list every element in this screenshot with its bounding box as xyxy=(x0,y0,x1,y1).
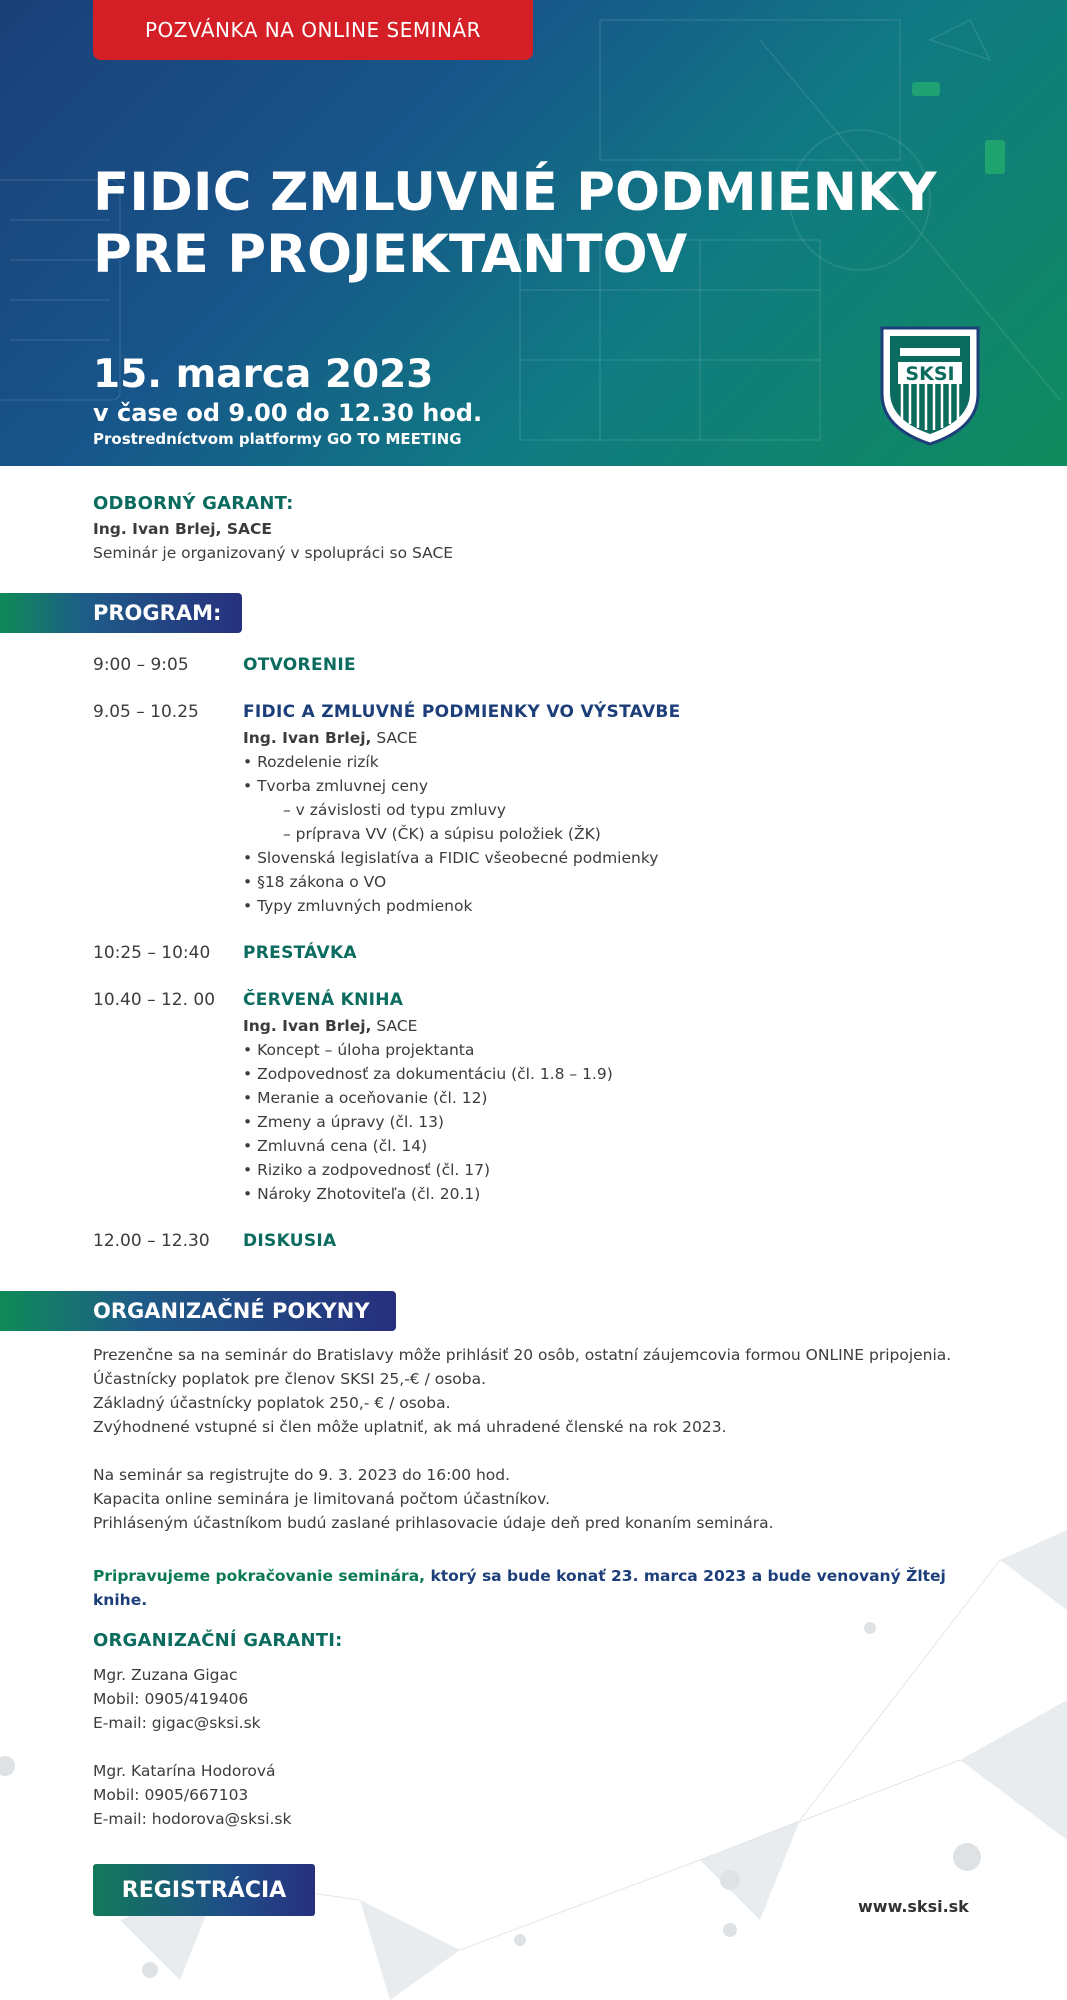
contact-email[interactable]: E-mail: hodorova@sksi.sk xyxy=(93,1810,292,1828)
program-title: PRESTÁVKA xyxy=(243,943,357,963)
event-date: 15. marca 2023 xyxy=(93,352,434,397)
event-platform: Prostredníctvom platformy GO TO MEETING xyxy=(93,430,462,448)
list-item: • Tvorba zmluvnej ceny xyxy=(243,777,429,795)
text-line: Základný účastnícky poplatok 250,- € / osoba. xyxy=(93,1394,451,1412)
garant-note: Seminár je organizovaný v spolupráci so SACE xyxy=(93,544,454,562)
list-item: • Zmluvná cena (čl. 14) xyxy=(243,1137,428,1155)
contact-email[interactable]: E-mail: gigac@sksi.sk xyxy=(93,1714,261,1732)
contact-mobile: Mobil: 0905/419406 xyxy=(93,1690,249,1708)
list-item: • Nároky Zhotoviteľa (čl. 20.1) xyxy=(243,1185,481,1203)
list-item: • §18 zákona o VO xyxy=(243,873,387,891)
program-heading: PROGRAM: xyxy=(93,601,222,625)
list-item: • Rozdelenie rizík xyxy=(243,753,379,771)
program-title: FIDIC A ZMLUVNÉ PODMIENKY VO VÝSTAVBE xyxy=(243,702,681,722)
text-line: Prezenčne sa na seminár do Bratislavy môže prihlásiť 20 osôb, ostatní záujemcovia formou ONLINE pripojenia. xyxy=(93,1346,952,1364)
list-item: • Typy zmluvných podmienok xyxy=(243,897,473,915)
list-item: • Riziko a zodpovednosť (čl. 17) xyxy=(243,1161,491,1179)
program-time: 9.05 – 10.25 xyxy=(93,702,199,722)
text-line: Prihláseným účastníkom budú zaslané prihlasovacie údaje deň pred konaním seminára. xyxy=(93,1514,774,1532)
title-line-2: PRE PROJEKTANTOV xyxy=(93,224,688,285)
logo-text: SKSI xyxy=(905,363,955,385)
program-details xyxy=(243,726,658,918)
text-line: Účastnícky poplatok pre členov SKSI 25,-€ / osoba. xyxy=(93,1370,487,1388)
program-time: 10:25 – 10:40 xyxy=(93,943,211,963)
text-line: Na seminár sa registrujte do 9. 3. 2023 do 16:00 hod. xyxy=(93,1466,511,1484)
program-title: ČERVENÁ KNIHA xyxy=(243,990,404,1010)
program-time: 10.40 – 12. 00 xyxy=(93,990,216,1010)
registration-button[interactable]: REGISTRÁCIA xyxy=(93,1864,315,1916)
list-item: • Meranie a oceňovanie (čl. 12) xyxy=(243,1089,488,1107)
text-line: Kapacita online seminára je limitovaná počtom účastníkov. xyxy=(93,1490,551,1508)
pokyny-paragraph-1 xyxy=(93,1343,951,1439)
program-details xyxy=(243,1014,613,1206)
speaker: Ing. Ivan Brlej, SACE xyxy=(243,1017,418,1035)
continuation-note: Pripravujeme pokračovanie seminára, ktorý sa bude konať 23. marca 2023 a bude venovaný Žltej knihe. xyxy=(93,1567,946,1609)
list-item: – príprava VV (ČK) a súpisu položiek (ŽK) xyxy=(283,825,601,843)
text-line: Zvýhodnené vstupné si člen môže uplatniť, ak má uhradené členské na rok 2023. xyxy=(93,1418,727,1436)
program-time: 12.00 – 12.30 xyxy=(93,1231,210,1251)
list-item: – v závislosti od typu zmluvy xyxy=(283,801,506,819)
network-decoration xyxy=(0,1500,1067,2000)
list-item: • Zmeny a úpravy (čl. 13) xyxy=(243,1113,444,1131)
title-line-1: FIDIC ZMLUVNÉ PODMIENKY xyxy=(93,162,937,223)
sksi-logo-icon xyxy=(878,324,982,446)
header-banner xyxy=(0,0,1067,466)
contact-name: Mgr. Katarína Hodorová xyxy=(93,1762,276,1780)
program-time: 9:00 – 9:05 xyxy=(93,655,189,675)
speaker: Ing. Ivan Brlej, SACE xyxy=(243,729,418,747)
program-title: OTVORENIE xyxy=(243,655,356,675)
contact-name: Mgr. Zuzana Gigac xyxy=(93,1666,238,1684)
page-title xyxy=(93,162,993,286)
list-item: • Koncept – úloha projektanta xyxy=(243,1041,475,1059)
pokyny-band xyxy=(0,1291,396,1331)
list-item: • Zodpovednosť za dokumentáciu (čl. 1.8 – 1.9) xyxy=(243,1065,613,1083)
list-item: • Slovenská legislatíva a FIDIC všeobecné podmienky xyxy=(243,849,659,867)
garanti-heading: ORGANIZAČNÍ GARANTI: xyxy=(93,1630,343,1651)
garant-name: Ing. Ivan Brlej, SACE xyxy=(93,520,272,538)
program-band xyxy=(0,593,242,633)
website-link[interactable]: www.sksi.sk xyxy=(858,1897,969,1916)
pokyny-heading: ORGANIZAČNÉ POKYNY xyxy=(93,1299,370,1323)
program-title: DISKUSIA xyxy=(243,1231,337,1251)
event-time: v čase od 9.00 do 12.30 hod. xyxy=(93,399,483,427)
garant-heading: ODBORNÝ GARANT: xyxy=(93,493,294,514)
contact-mobile: Mobil: 0905/667103 xyxy=(93,1786,249,1804)
invitation-tab: POZVÁNKA NA ONLINE SEMINÁR xyxy=(93,0,533,60)
